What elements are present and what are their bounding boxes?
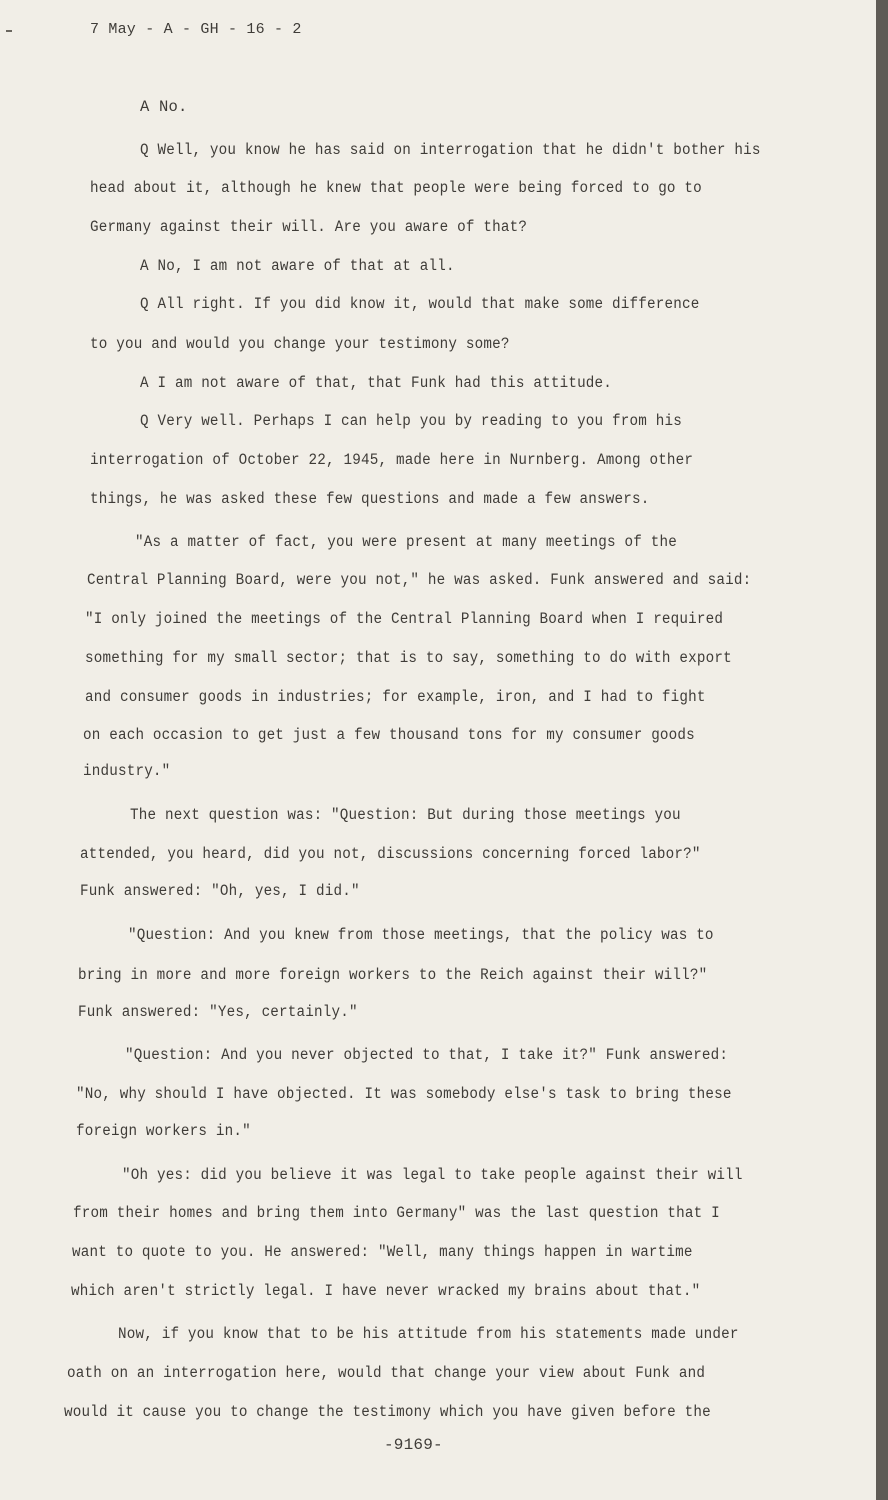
- text-line: and consumer goods in industries; for example, iron, and I had to fight: [85, 688, 706, 706]
- text-line: "Oh yes: did you believe it was legal to take people against their will: [122, 1166, 743, 1184]
- text-line: Funk answered: "Yes, certainly.": [78, 1003, 358, 1021]
- text-line: Funk answered: "Oh, yes, I did.": [80, 882, 360, 900]
- text-line: Germany against their will. Are you aware of that?: [90, 218, 528, 236]
- text-line: "No, why should I have objected. It was somebody else's task to bring these: [76, 1085, 732, 1103]
- text-line: "Question: And you knew from those meetings, that the policy was to: [128, 926, 714, 944]
- text-line: foreign workers in.": [76, 1122, 251, 1140]
- text-line: Now, if you know that to be his attitude from his statements made under: [118, 1325, 739, 1343]
- text-line: Q All right. If you did know it, would that make some difference: [140, 295, 700, 313]
- text-line: interrogation of October 22, 1945, made here in Nurnberg. Among other: [90, 451, 694, 469]
- text-line: A No, I am not aware of that at all.: [140, 257, 455, 275]
- text-line: on each occasion to get just a few thousand tons for my consumer goods: [83, 726, 695, 744]
- text-line: Central Planning Board, were you not," he was asked. Funk answered and said:: [87, 571, 752, 589]
- text-line: "I only joined the meetings of the Central Planning Board when I required: [85, 610, 724, 628]
- text-line: A No.: [140, 98, 188, 116]
- text-line: want to quote to you. He answered: "Well, many things happen in wartime: [72, 1243, 693, 1261]
- text-line: "Question: And you never objected to that, I take it?" Funk answered:: [125, 1046, 729, 1064]
- text-line: Q Well, you know he has said on interrogation that he didn't bother his: [140, 141, 761, 159]
- page-edge-shadow: [876, 0, 888, 1500]
- page-header: 7 May - A - GH - 16 - 2: [90, 21, 302, 38]
- text-line: to you and would you change your testimony some?: [90, 335, 510, 353]
- text-line: something for my small sector; that is to say, something to do with export: [85, 649, 732, 667]
- page-number: -9169-: [384, 1436, 443, 1454]
- text-line: bring in more and more foreign workers to the Reich against their will?": [78, 966, 708, 984]
- text-line: attended, you heard, did you not, discussions concerning forced labor?": [80, 845, 701, 863]
- text-line: A I am not aware of that, that Funk had this attitude.: [140, 374, 613, 392]
- margin-mark: [6, 30, 12, 32]
- text-line: would it cause you to change the testimony which you have given before the: [64, 1403, 711, 1421]
- text-line: head about it, although he knew that people were being forced to go to: [90, 179, 702, 197]
- text-line: things, he was asked these few questions and made a few answers.: [90, 490, 650, 508]
- text-line: oath on an interrogation here, would that change your view about Funk and: [67, 1364, 706, 1382]
- text-line: "As a matter of fact, you were present at many meetings of the: [135, 533, 677, 551]
- text-line: which aren't strictly legal. I have never wracked my brains about that.": [71, 1282, 701, 1300]
- text-line: industry.": [83, 762, 171, 780]
- text-line: Q Very well. Perhaps I can help you by reading to you from his: [140, 412, 682, 430]
- text-line: The next question was: "Question: But during those meetings you: [130, 806, 681, 824]
- text-line: from their homes and bring them into Germany" was the last question that I: [73, 1204, 720, 1222]
